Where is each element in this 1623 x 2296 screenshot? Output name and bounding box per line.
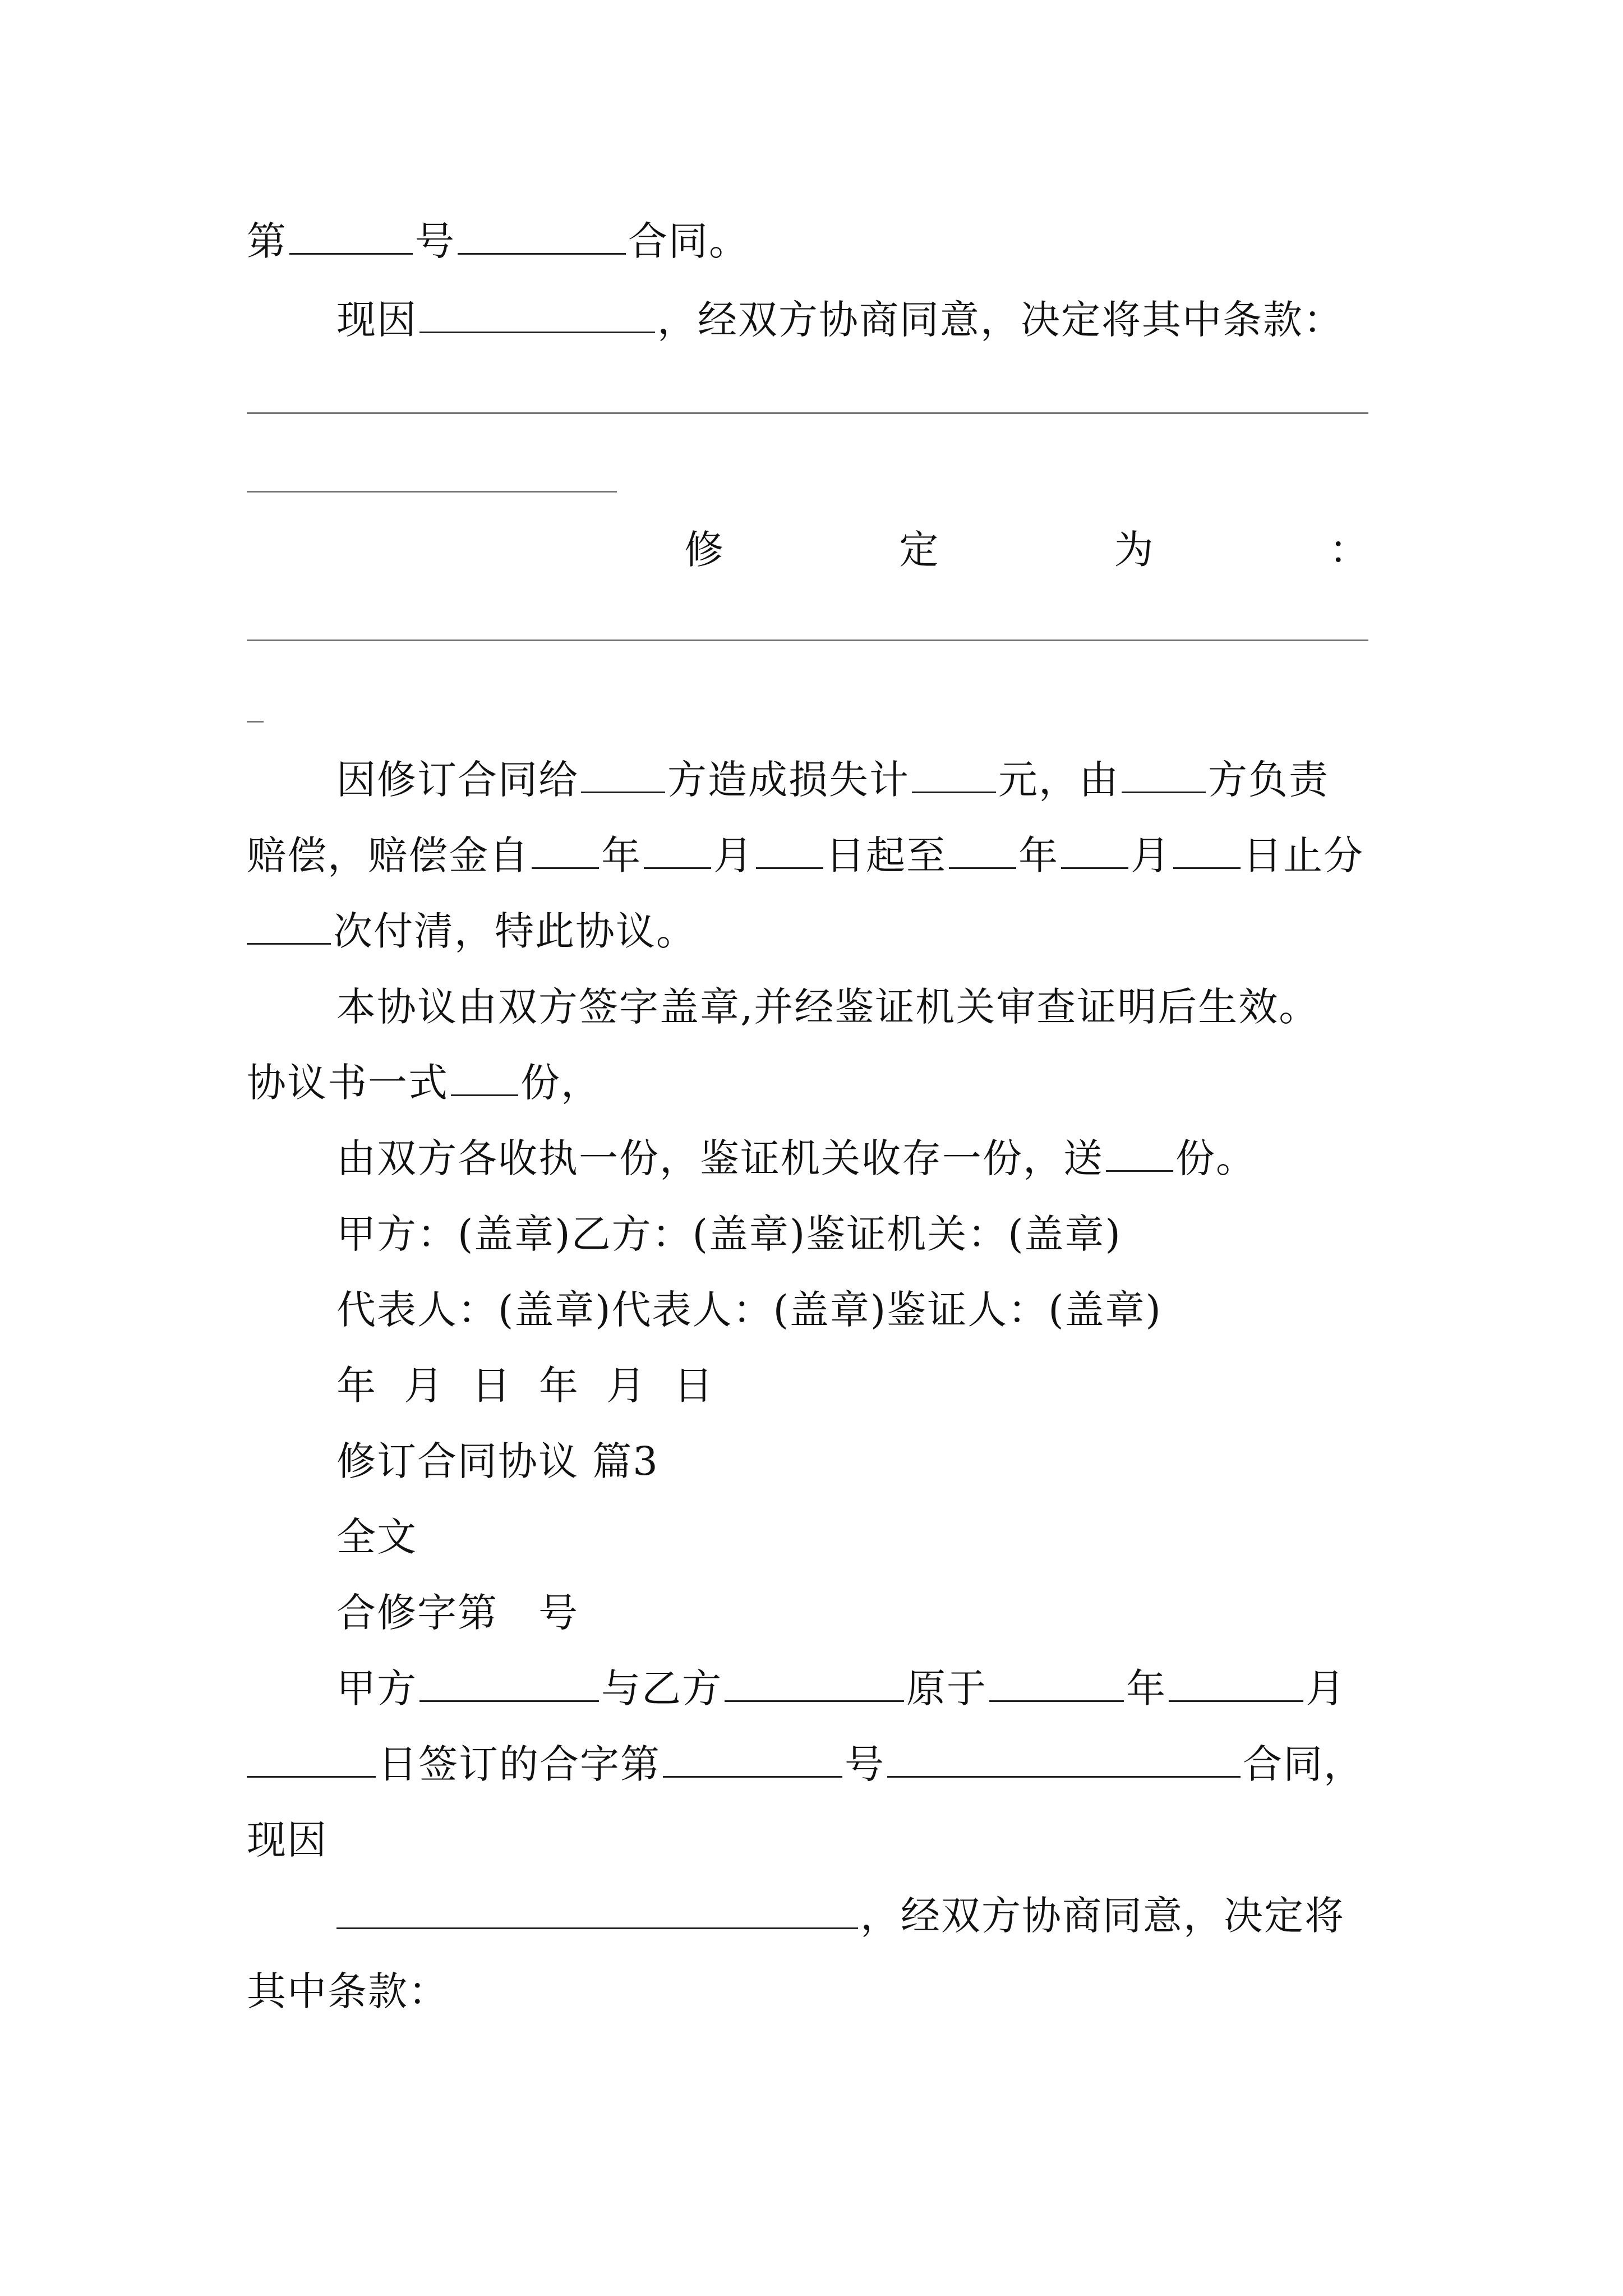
blank-party-a — [419, 1664, 599, 1702]
text-segment: 定 — [899, 527, 939, 573]
clause-rule — [247, 491, 617, 493]
blank-year — [532, 831, 599, 869]
text-segment: 修 — [684, 527, 723, 573]
text-segment: ，经双方协商同意，决定将 — [860, 1893, 1345, 1939]
text-segment: 现因 — [336, 297, 417, 343]
blank-day — [756, 831, 823, 869]
text-segment: 份， — [520, 1060, 601, 1106]
text-segment: 原于 — [906, 1665, 987, 1711]
blank-installments — [247, 907, 331, 945]
revised-clause-rule — [247, 639, 1368, 641]
representative-line: 代表人：(盖章)代表人：(盖章)鉴证人：(盖章) — [336, 1287, 1162, 1333]
text-segment: 号 — [415, 218, 455, 264]
blank-amount — [912, 756, 996, 793]
blank-day — [1173, 831, 1241, 869]
text-segment: 赔偿，赔偿金自 — [247, 832, 529, 878]
text-segment: 份。 — [1175, 1135, 1256, 1181]
clause-label: 其中条款： — [247, 1968, 449, 2014]
reason-line — [336, 292, 1344, 348]
text-segment: 方负责 — [1208, 757, 1329, 803]
blank-contract-no — [663, 1740, 842, 1778]
revision-number-line: 合修字第 号 — [336, 1590, 579, 1636]
compensation-line — [247, 827, 1364, 884]
revised-clause-rule — [247, 721, 264, 723]
text-segment: 为 — [1114, 527, 1154, 573]
text-segment: 日签订的合字第 — [378, 1741, 661, 1787]
installments-line — [247, 903, 697, 959]
blank-party — [581, 756, 665, 793]
date-line: 年 月 日 年 月 日 — [336, 1363, 714, 1409]
text-segment: 方造成损失计 — [667, 757, 910, 803]
text-segment: 年 — [601, 832, 642, 878]
loss-line — [336, 752, 1329, 808]
blank-copies — [451, 1059, 518, 1096]
blank-party — [1122, 756, 1206, 793]
parties-line — [336, 1660, 1346, 1717]
section-heading: 修订合同协议 篇3 — [336, 1438, 659, 1484]
blank-contract-no — [289, 217, 413, 255]
text-segment: 年 — [1126, 1665, 1166, 1711]
text-segment: 由双方各收执一份，鉴证机关收存一份，送 — [336, 1135, 1104, 1181]
copies-line — [247, 1055, 601, 1111]
text-segment: 与乙方 — [601, 1665, 722, 1711]
blank-party-b — [725, 1664, 904, 1702]
text-segment: ： — [1329, 527, 1368, 573]
blank-contract-name — [887, 1740, 1241, 1778]
text-segment: 日起至 — [826, 832, 947, 878]
blank-month — [644, 831, 711, 869]
text-segment: 因修订合同给 — [336, 757, 579, 803]
text-segment: 月 — [1131, 832, 1171, 878]
reason-label: 现因 — [247, 1817, 328, 1863]
blank-reason — [419, 296, 655, 333]
clause-rule — [247, 412, 1368, 414]
blank-contract-name — [458, 217, 626, 255]
text-segment: 次付清，特此协议。 — [333, 908, 697, 954]
contract-number-line — [247, 213, 749, 269]
full-text-label: 全文 — [336, 1514, 417, 1560]
blank-copies-sent — [1106, 1134, 1173, 1172]
text-segment: 合同， — [1243, 1741, 1364, 1787]
text-segment: 日止分 — [1243, 832, 1364, 878]
text-segment: 月 — [1306, 1665, 1346, 1711]
reason-agreement-line — [336, 1888, 1345, 1944]
blank-reason — [336, 1892, 858, 1929]
signing-line — [247, 1736, 1364, 1792]
revise-to-line — [247, 522, 1368, 578]
effective-line: 本协议由双方签字盖章,并经鉴证机关审查证明后生效。 — [336, 984, 1320, 1030]
distribution-line — [336, 1130, 1256, 1186]
text-segment: ，经双方协商同意，决定将其中条款： — [657, 297, 1344, 343]
text-segment: 月 — [713, 832, 754, 878]
blank-day — [247, 1740, 376, 1778]
text-segment: 合同。 — [628, 218, 749, 264]
text-segment: 第 — [247, 218, 287, 264]
text-segment: 号 — [845, 1741, 885, 1787]
text-segment: 元，由 — [998, 757, 1119, 803]
blank-month — [1169, 1664, 1303, 1702]
blank-month — [1061, 831, 1128, 869]
blank-year — [949, 831, 1016, 869]
blank-year — [989, 1664, 1124, 1702]
text-segment: 协议书一式 — [247, 1060, 449, 1106]
text-segment: 年 — [1018, 832, 1059, 878]
seal-line: 甲方：(盖章)乙方：(盖章)鉴证机关：(盖章) — [336, 1211, 1122, 1257]
text-segment: 甲方 — [336, 1665, 417, 1711]
